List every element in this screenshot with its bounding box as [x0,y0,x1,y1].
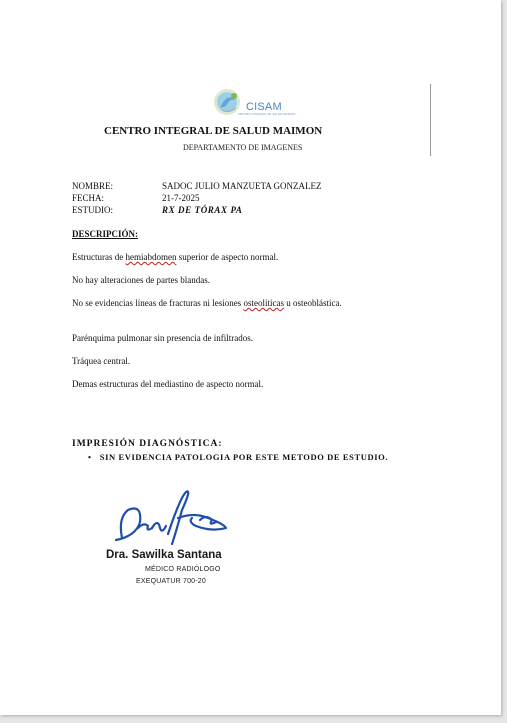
handwritten-signature-icon [108,488,238,550]
signer-role: MÉDICO RADIÓLOGO [145,566,221,573]
date-label: FECHA: [72,193,105,203]
description-paragraph-6: Demas estructuras del mediastino de aspecto normal. [72,379,264,389]
signer-exequatur: EXEQUATUR 700-20 [136,578,206,585]
department-name: DEPARTAMENTO DE IMAGENES [183,143,303,152]
name-label: NOMBRE: [72,181,114,191]
study-value: RX DE TÓRAX PA [162,205,243,215]
description-paragraph-5: Tráquea central. [72,356,131,366]
spelling-flag: osteolíticas [243,298,284,308]
impression-title: IMPRESIÓN DIAGNÓSTICA: [72,439,223,449]
description-text: u osteoblástica. [283,298,342,308]
description-paragraph-3 [72,298,412,309]
description-text: No se evidencias líneas de fracturas ni lesiones [72,298,244,308]
name-value: SADOC JULIO MANZUETA GONZALEZ [162,181,322,191]
description-paragraph-4: Parénquima pulmonar sin presencia de infiltrados. [72,333,253,343]
description-text: Estructuras de [72,252,126,262]
institution-name: CENTRO INTEGRAL DE SALUD MAIMON [104,125,323,137]
impression-item-text: SIN EVIDENCIA PATOLOGIA POR ESTE METODO DE ESTUDIO. [99,452,389,462]
description-paragraph-2: No hay alteraciones de partes blandas. [72,275,210,285]
impression-item [88,452,388,462]
description-heading: DESCRIPCIÓN: [72,229,139,239]
date-value: 21-7-2025 [162,193,200,203]
description-paragraph-1 [72,252,412,263]
study-label: ESTUDIO: [72,205,113,215]
description-text: superior de aspecto normal. [176,252,279,262]
spelling-flag: hemiabdomen [125,252,177,262]
bullet-icon: • [88,452,100,462]
signer-name: Dra. Sawilka Santana [106,549,222,561]
logo-subtext: CENTRO INTEGRAL DE SALUD MAIMON [238,112,296,116]
header-divider [430,84,431,156]
logo-text: CISAM [246,101,282,113]
